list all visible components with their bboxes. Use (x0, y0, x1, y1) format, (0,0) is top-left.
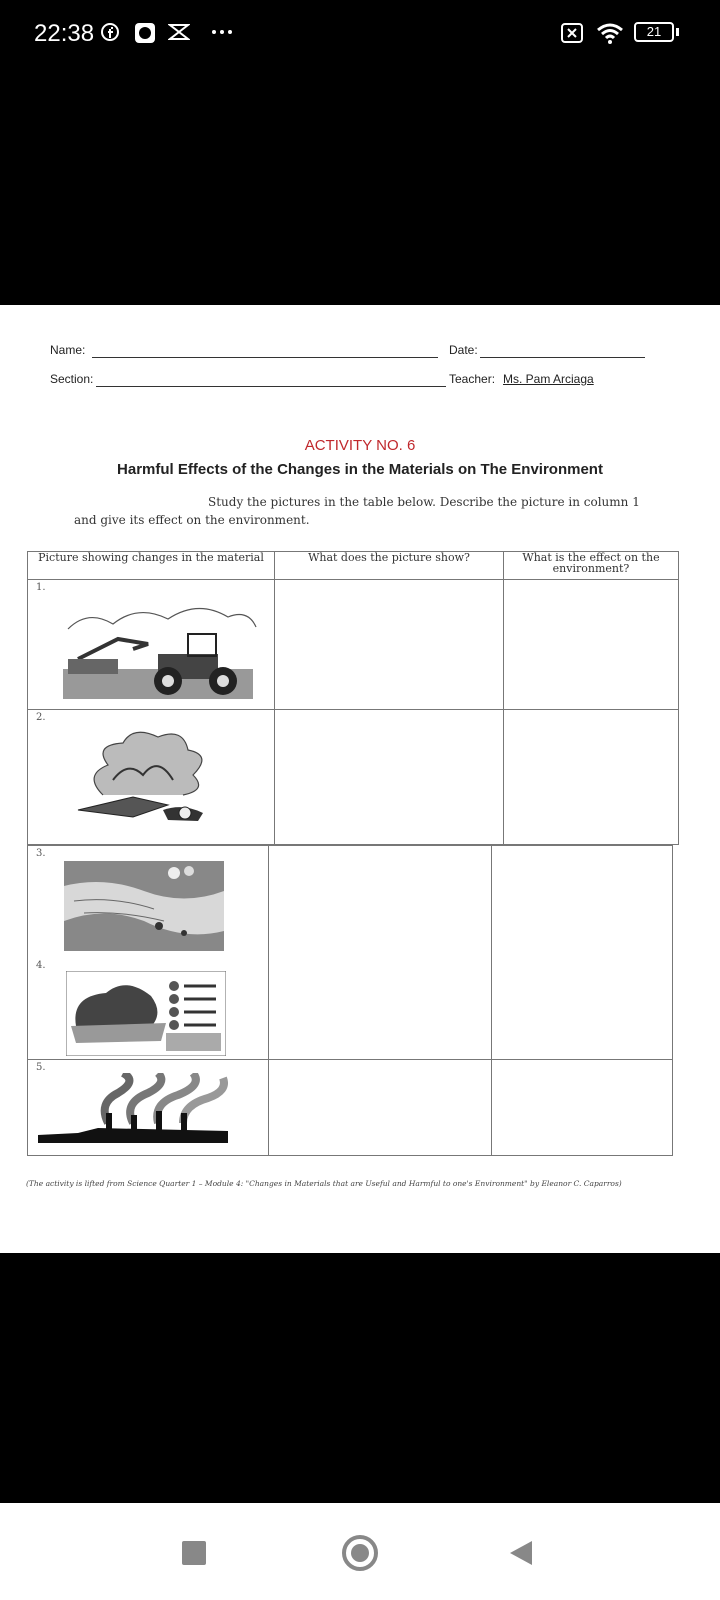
back-button[interactable] (508, 1539, 534, 1567)
teacher-name: Ms. Pam Arciaga (503, 372, 594, 386)
picture-cell (28, 580, 275, 710)
answer-cell (275, 580, 504, 710)
answer-cell (492, 1060, 673, 1156)
credit-note: (The activity is lifted from Science Quarter 1 – Module 4: "Changes in Materials that are Useful and Harmful to one's Environment" by Eleanor C. Caparros) (26, 1179, 622, 1188)
activity-title: ACTIVITY NO. 6 (304, 437, 416, 454)
answer-cell (269, 846, 492, 1060)
picture-cell (28, 1060, 269, 1156)
factory-smoke-picture (38, 1073, 228, 1143)
recent-apps-button[interactable] (182, 1541, 206, 1565)
activity-table-top (27, 551, 679, 845)
header-effect: What is the effect on the environment? (504, 552, 679, 580)
picture-cell (28, 846, 269, 1060)
status-bar (0, 0, 720, 70)
table-row (28, 846, 673, 1060)
home-icon-inner (351, 1544, 369, 1562)
instructions-line-1: Study the pictures in the table below. Describe the picture in column 1 (208, 495, 640, 509)
answer-cell (492, 846, 673, 1060)
row-number: 4. (36, 960, 46, 971)
home-button[interactable] (342, 1535, 378, 1571)
table-row (28, 710, 679, 845)
no-sim-icon (560, 22, 584, 44)
header-what-shows: What does the picture show? (275, 552, 504, 580)
activity-subtitle: Harmful Effects of the Changes in the Materials on The Environment (117, 461, 603, 478)
answer-cell (504, 580, 679, 710)
name-label: Name: (50, 343, 86, 357)
header-picture: Picture showing changes in the material (28, 552, 275, 580)
bulldozer-picture (58, 599, 258, 699)
navigation-bar (0, 1503, 720, 1600)
facebook-icon (100, 22, 120, 42)
row-number: 2. (36, 712, 46, 723)
battery-tip (676, 28, 679, 36)
table-row (28, 1060, 673, 1156)
name-line (92, 357, 438, 358)
row-number: 1. (36, 582, 46, 593)
wifi-icon (596, 22, 624, 46)
status-time: 22:38 (34, 20, 95, 47)
answer-cell (504, 710, 679, 845)
table-row (28, 580, 679, 710)
activity-table-bottom (27, 845, 673, 1156)
section-label: Section: (50, 372, 94, 386)
date-line (480, 357, 645, 358)
app-notification-icon (134, 22, 156, 44)
smoke-cylinders-picture (66, 971, 226, 1056)
row-number: 5. (36, 1062, 46, 1073)
battery-level: 21 (646, 24, 662, 39)
picture-cell (28, 710, 275, 845)
polluted-river-picture (64, 861, 224, 951)
instructions-line-2: and give its effect on the environment. (74, 513, 310, 527)
more-notifications-icon (210, 22, 236, 42)
section-line (96, 386, 446, 387)
mail-notification-icon (168, 22, 190, 42)
worksheet-image (0, 305, 720, 1253)
answer-cell (269, 1060, 492, 1156)
date-label: Date: (449, 343, 478, 357)
row-number: 3. (36, 848, 46, 859)
burning-garbage-picture (73, 725, 223, 825)
battery-icon (634, 22, 674, 42)
teacher-label: Teacher: (449, 372, 496, 386)
answer-cell (275, 710, 504, 845)
